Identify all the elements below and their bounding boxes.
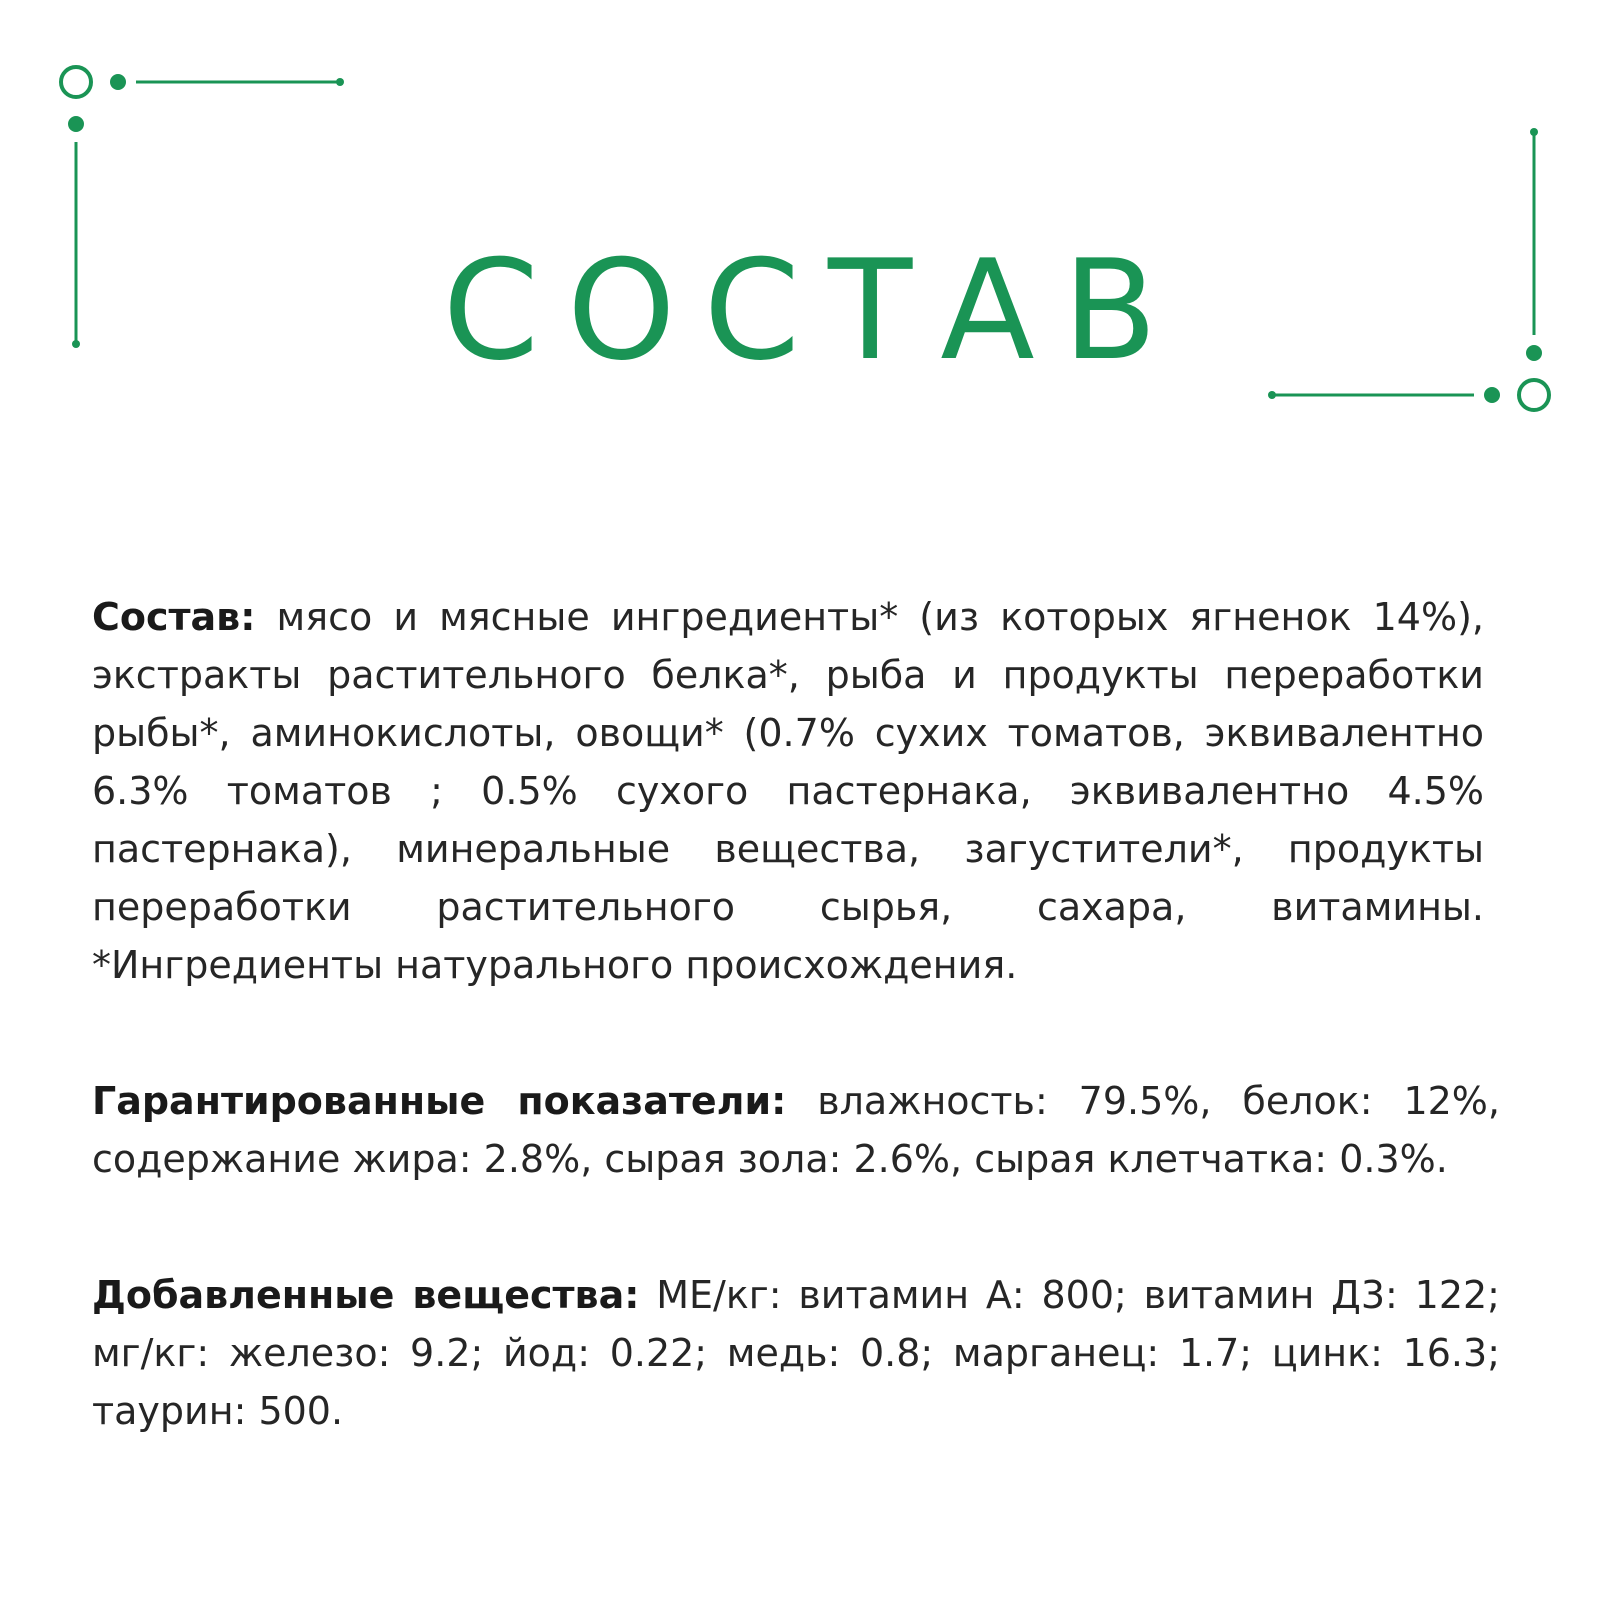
composition-text: мясо и мясные ингредиенты* (из которых ягненок 14%), экстракты растительного белка*, рыба и продукты переработки рыбы*, аминокислоты, овощи* (0.7% сухих томатов, эквивалентно 6.3% томатов ; 0.5% сухого пастернака, эквивалентно 4.5% пастернака), минеральные вещества, загустители*, продукты переработки растительного сырья, сахара, витамины. *Ингредиенты натурального происхождения.	[92, 595, 1484, 987]
additives-label: Добавленные вещества:	[92, 1273, 640, 1317]
hollow-circle-ornament	[1519, 380, 1549, 410]
guaranteed-analysis-text: влажность: 79.5%, белок: 12%, содержание жира: 2.8%, сырая зола: 2.6%, сырая клетчатка: 0.3%.	[92, 1079, 1500, 1181]
composition-paragraph	[92, 588, 1484, 994]
page-title: СОСТАВ	[442, 230, 1186, 392]
additives-text: МЕ/кг: витамин А: 800; витамин Д3: 122; мг/кг: железо: 9.2; йод: 0.22; медь: 0.8; марганец: 1.7; цинк: 16.3; таурин: 500.	[92, 1273, 1500, 1433]
ingredients-content	[92, 588, 1500, 1440]
composition-label: Состав:	[92, 595, 256, 639]
line-end-dot	[336, 78, 344, 86]
dot-ornament	[110, 74, 126, 90]
dot-ornament	[1484, 387, 1500, 403]
line-end-dot	[1530, 128, 1538, 136]
guaranteed-analysis-paragraph	[92, 1072, 1500, 1188]
line-end-dot	[1268, 391, 1276, 399]
additives-paragraph	[92, 1266, 1500, 1440]
guaranteed-analysis-label: Гарантированные показатели:	[92, 1079, 787, 1123]
dot-ornament	[68, 116, 84, 132]
hollow-circle-ornament	[61, 67, 91, 97]
